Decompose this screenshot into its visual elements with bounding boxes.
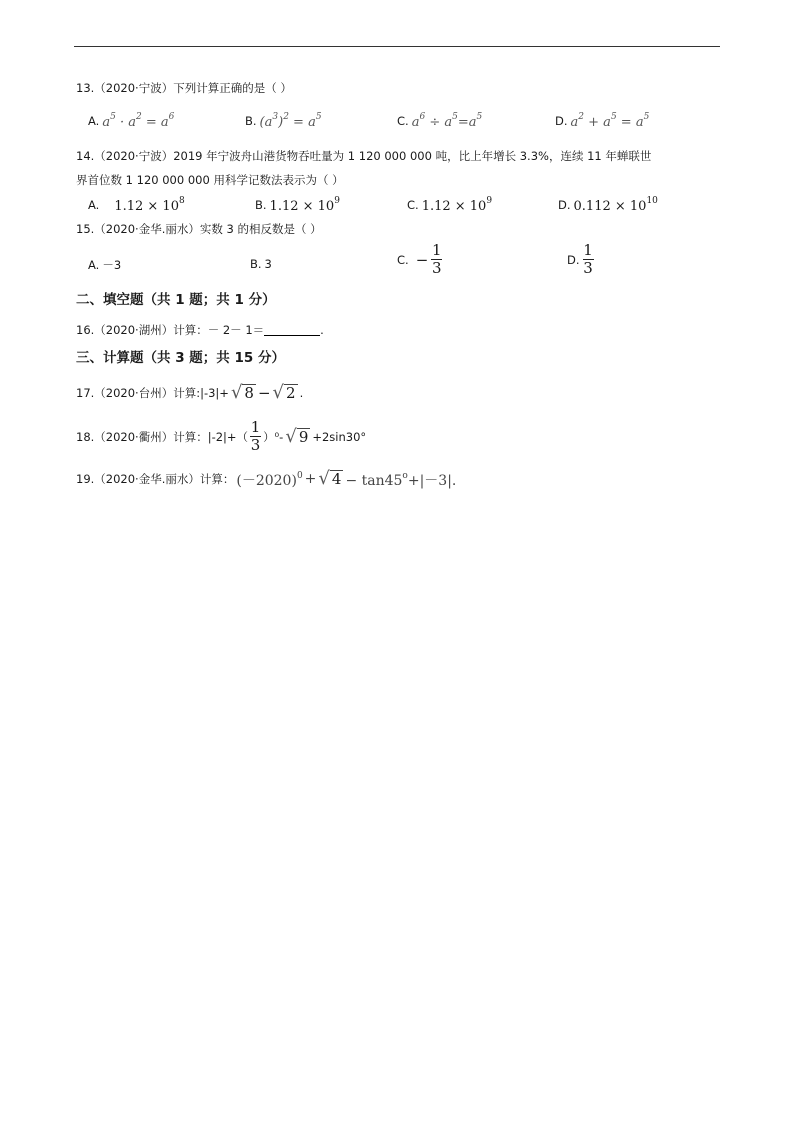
question-13-stem: 13.（2020·宁波）下列计算正确的是（ ） — [76, 81, 292, 95]
sqrt-8: √ 8 — [230, 382, 254, 403]
q14-option-a[interactable]: A. $1.12 \times 10^8$ — [88, 196, 185, 214]
question-19: 19.（2020·金华.丽水）计算： $(-2020)^0$ + √ 4 − $\tan 45^o+|-3|$. — [76, 468, 457, 489]
q13-option-d[interactable]: D. $a^2 + a^5 = a^5$ — [555, 112, 650, 130]
question-14-stem-line2: 界首位数 1 120 000 000 用科学记数法表示为（ ） — [76, 173, 344, 187]
question-17: 17.（2020·台州）计算:|-3|+ √ 8 − √ 2 . — [76, 382, 304, 403]
sqrt-9: √ 9 — [285, 426, 309, 447]
question-15-stem: 15.（2020·金华.丽水）实数 3 的相反数是（ ） — [76, 222, 322, 236]
q14-option-d[interactable]: D. $0.112 \times 10^{10}$ — [558, 196, 658, 214]
header-rule — [74, 46, 720, 47]
q15-option-b[interactable]: B. 3 — [250, 257, 272, 271]
section-calc-heading: 三、计算题（共 3 题；共 15 分） — [76, 350, 285, 366]
q15-option-d[interactable]: D. $\frac{1}{3}$ — [567, 241, 593, 277]
section-fill-heading: 二、填空题（共 1 题；共 1 分） — [76, 292, 276, 308]
q15-option-a[interactable]: A. －3 — [88, 258, 122, 272]
q13-option-c[interactable]: C. $a^6 \div a^5=a^5$ — [397, 112, 483, 130]
question-16: 16.（2020·湖州）计算：－ 2－ 1＝ . — [76, 323, 324, 337]
q15-option-c[interactable]: C. − $\frac{1}{3}$ — [397, 241, 442, 277]
q13-option-a[interactable]: A. $a^5 \cdot a^2 = a^6$ — [88, 112, 175, 130]
sqrt-2: √ 2 — [272, 382, 296, 403]
q14-option-c[interactable]: C. $1.12 \times 10^9$ — [407, 196, 493, 214]
fraction-one-third: $\frac{1}{3}$ — [431, 241, 442, 277]
q13-option-b[interactable]: B. $(a^3)^2 = a^5$ — [245, 112, 322, 130]
answer-blank[interactable] — [264, 324, 320, 336]
sqrt-4: √ 4 — [318, 468, 342, 489]
fraction-one-third: $\frac{1}{3}$ — [250, 418, 261, 454]
q14-option-b[interactable]: B. $1.12 \times 10^9$ — [255, 196, 340, 214]
fraction-one-third: $\frac{1}{3}$ — [583, 241, 593, 277]
question-14-stem-line1: 14.（2020·宁波）2019 年宁波舟山港货物吞吐量为 1 120 000 000 吨，比上年增长 3.3%，连续 11 年蝉联世 — [76, 149, 652, 163]
question-18: 18.（2020·衢州）计算：|-2|+（ $\frac{1}{3}$ ）⁰- √ 9 +2sin30° — [76, 418, 367, 454]
